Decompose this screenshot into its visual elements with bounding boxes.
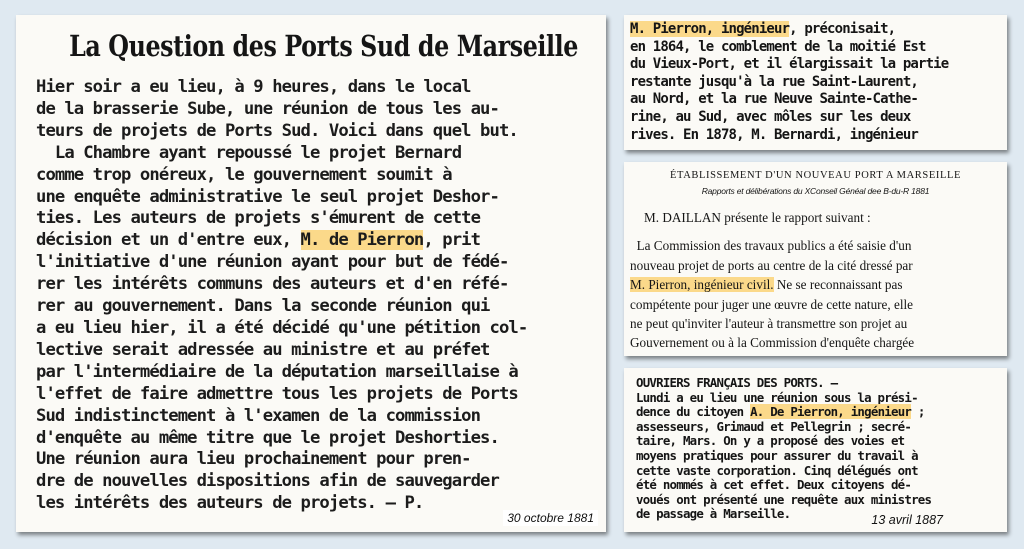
text-line — [630, 127, 1006, 145]
text-segment: d'enquête au même titre que le projet Deshorties. — [36, 427, 499, 448]
text-line — [630, 91, 1006, 109]
text-segment: Gouvernement ou à la Commission d'enquête chargée — [630, 335, 915, 351]
text-segment: teurs de projets de Ports Sud. Voici dans quel but. — [36, 120, 518, 141]
text-segment: de passage à Marseille. — [636, 506, 791, 522]
text-line — [36, 187, 596, 209]
text-segment: , préconisait, — [789, 21, 896, 37]
excerpt-body — [630, 208, 1004, 353]
text-line — [630, 295, 1004, 314]
text-segment: rer les intérêts communs des auteurs et d'en réfé- — [36, 274, 509, 295]
text-line — [636, 391, 1002, 406]
text-line — [36, 384, 596, 406]
text-segment: comme trop onéreux, le gouvernement soumit à — [36, 164, 452, 185]
text-line — [630, 333, 1004, 352]
text-segment: rives. En 1878, M. Bernardi, ingénieur — [630, 126, 918, 143]
date-label: 30 octobre 1881 — [503, 510, 598, 526]
text-segment: Une réunion aura lieu prochainement pour pren- — [36, 449, 471, 470]
text-segment: décision et un d'entre eux, — [36, 230, 301, 251]
text-segment: rer au gouvernement. Dans la seconde réunion qui — [36, 296, 490, 317]
text-segment: ; — [911, 404, 925, 420]
text-line — [636, 449, 1002, 464]
text-segment: ne peut qu'inviter l'auteur à transmettre son projet au — [630, 316, 908, 332]
highlighted-name: A. De Pierron, ingénieur — [750, 404, 912, 420]
text-line — [36, 340, 596, 362]
text-segment: une enquête administrative le seul projet Deshor- — [36, 186, 499, 207]
text-segment: La Chambre ayant repoussé le projet Bernard — [36, 142, 462, 163]
article-ports-sud — [16, 15, 606, 532]
text-line — [36, 362, 596, 384]
text-line — [36, 121, 596, 143]
text-line — [36, 165, 596, 187]
text-line — [636, 405, 1002, 420]
text-line — [630, 314, 1004, 333]
text-segment: du Vieux-Port, et il élargissait la partie — [630, 56, 949, 73]
text-segment: nouveau projet de ports au centre de la cité dressé par — [630, 257, 913, 273]
text-line — [36, 449, 596, 471]
text-line — [630, 39, 1006, 57]
text-segment: dre de nouvelles dispositions afin de sauvegarder — [36, 471, 499, 492]
text-line — [630, 256, 1004, 275]
text-line — [36, 406, 596, 428]
text-line — [630, 74, 1006, 92]
text-segment: l'effet de faire admettre tous les projets de Ports — [36, 383, 518, 404]
text-line — [630, 236, 1004, 255]
text-segment: ties. Les auteurs de projets s'émurent de cette — [36, 208, 481, 229]
intro-line: M. DAILLAN présente le rapport suivant : — [644, 210, 871, 225]
text-line — [36, 143, 596, 165]
text-line — [36, 428, 596, 450]
text-segment: assesseurs, Grimaud et Pellegrin ; secré- — [636, 418, 912, 434]
text-segment: La Commission des travaux publics a été saisie d'un — [630, 238, 912, 254]
excerpt-pierron-1864 — [624, 15, 1007, 150]
text-segment: Ne se reconnaissant pas — [773, 277, 903, 293]
text-segment: été nommés à cet effet. Deux citoyens dé- — [636, 477, 912, 493]
text-line — [36, 318, 596, 340]
text-line — [36, 230, 596, 252]
highlighted-name: M. de Pierron — [300, 230, 424, 251]
text-line — [636, 420, 1002, 435]
article-title: La Question des Ports Sud de Marseille — [69, 29, 579, 63]
text-segment: Hier soir a eu lieu, à 9 heures, dans le local — [36, 77, 471, 97]
text-segment: voués ont présenté une requête aux ministres — [636, 491, 932, 507]
text-line — [36, 77, 596, 99]
text-segment: Lundi a eu lieu une réunion sous la prési- — [636, 389, 918, 405]
excerpt-body — [630, 21, 1006, 144]
text-segment: au Nord, et la rue Neuve Sainte-Cathe- — [630, 91, 918, 108]
text-segment: restante jusqu'à la rue Saint-Laurent, — [630, 73, 918, 90]
date-label: 13 avril 1887 — [871, 513, 943, 527]
highlighted-name: M. Pierron, ingénieur — [630, 21, 790, 37]
excerpt-body — [636, 376, 1002, 522]
text-line — [630, 109, 1006, 127]
text-segment: Sud indistinctement à l'examen de la commission — [36, 405, 481, 426]
text-line — [36, 99, 596, 121]
report-text — [630, 236, 1004, 352]
text-segment: a eu lieu hier, il a été décidé qu'une pétition col- — [36, 317, 528, 338]
article-body — [36, 77, 596, 515]
text-segment: OUVRIERS FRANÇAIS DES PORTS. — — [636, 375, 838, 390]
text-line — [636, 464, 1002, 479]
text-segment: dence du citoyen — [636, 404, 751, 420]
text-line — [36, 296, 596, 318]
text-line — [630, 21, 1006, 39]
text-line — [630, 56, 1006, 74]
text-segment: en 1864, le comblement de la moitié Est — [630, 38, 926, 55]
text-line — [636, 376, 1002, 391]
text-segment: lective serait adressée au ministre et au préfet — [36, 339, 490, 360]
text-line — [630, 275, 1004, 294]
text-segment: taire, Mars. On y a proposé des voies et — [636, 433, 905, 449]
text-segment: rine, au Sud, avec môles sur les deux — [630, 108, 911, 125]
text-segment: compétente pour juger une œuvre de cette nature, elle — [630, 296, 914, 312]
highlighted-name: M. Pierron, ingénieur civil. — [630, 277, 774, 293]
text-line — [36, 208, 596, 230]
text-line — [36, 252, 596, 274]
text-segment: de la brasserie Sube, une réunion de tous les au- — [36, 98, 499, 119]
text-line — [636, 478, 1002, 493]
text-segment: les intérêts des auteurs de projets. — P. — [36, 493, 424, 514]
text-line — [636, 493, 1002, 508]
excerpt-heading: ÉTABLISSEMENT D'UN NOUVEAU PORT A MARSEILLE — [670, 170, 961, 181]
text-segment: cette vaste corporation. Cinq délégués ont — [636, 462, 918, 478]
source-note: Rapports et délibérations du XConseil Généal dee B-du-R 1881 — [701, 186, 930, 196]
text-line — [36, 274, 596, 296]
text-segment: l'initiative d'une réunion ayant pour but de fédé- — [36, 252, 509, 273]
text-line — [36, 471, 596, 493]
text-segment: , prit — [423, 230, 481, 251]
excerpt-conseil-general — [624, 162, 1007, 356]
text-segment: par l'intermédiaire de la députation marseillaise à — [36, 361, 518, 382]
excerpt-ouvriers-ports — [624, 368, 1007, 532]
text-line — [636, 434, 1002, 449]
text-line — [636, 507, 1002, 522]
text-segment: moyens pratiques pour assurer du travail à — [636, 447, 918, 463]
